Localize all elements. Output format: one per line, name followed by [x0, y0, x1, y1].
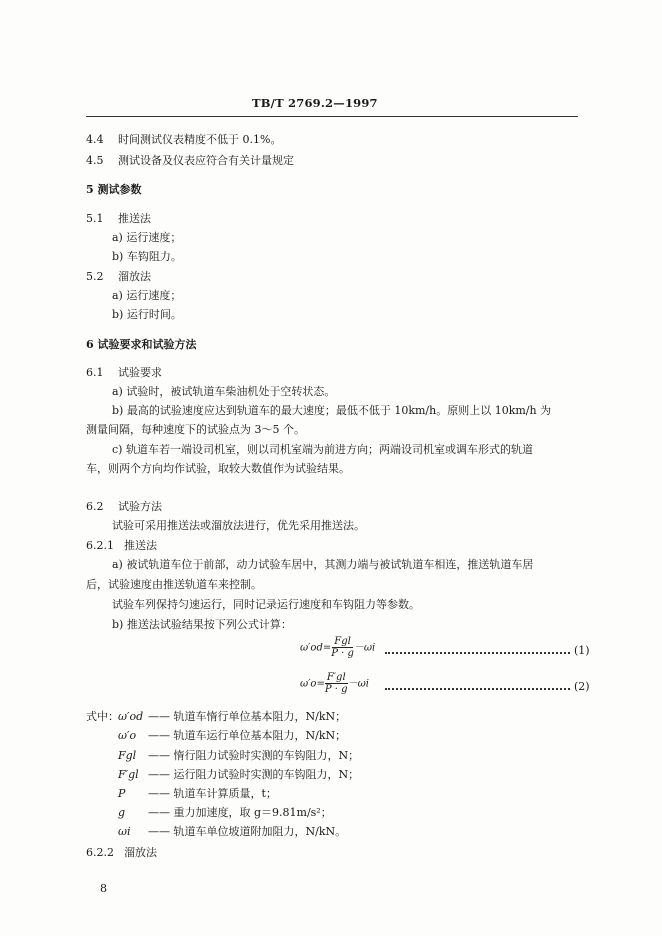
definition-text: —— 轨道车惰行单位基本阻力，N/kN； — [148, 710, 347, 723]
definition-row — [118, 823, 346, 839]
clause-4-5 — [86, 152, 294, 168]
leader-dots — [385, 688, 570, 690]
clause-6-2 — [86, 498, 162, 514]
definition-symbol: ωi — [118, 825, 131, 838]
clause-text: 试验要求 — [118, 366, 162, 379]
formula-tail: －ωi — [347, 678, 369, 690]
clause-number: 6.1 — [86, 366, 104, 379]
paragraph: 试验可采用推送法或溜放法进行，优先采用推送法。 — [112, 519, 365, 532]
section-5-heading: 5 测试参数 — [86, 183, 142, 196]
clause-4-4 — [86, 131, 281, 147]
definition-symbol: P — [118, 787, 126, 800]
definition-row — [118, 804, 332, 820]
definition-symbol: F′gl — [118, 768, 139, 781]
clause-number: 6.2 — [86, 500, 104, 513]
list-item: b) 车钩阻力。 — [112, 250, 182, 263]
list-item: a) 运行速度； — [112, 231, 182, 244]
clause-text: 试验方法 — [118, 500, 162, 513]
clause-6-2-2 — [86, 844, 157, 860]
numerator: Fgl — [334, 636, 351, 647]
definitions-intro: 式中： — [86, 710, 119, 723]
clause-number: 5.1 — [86, 212, 104, 225]
list-item-continued: 测量间隔，每种速度下的试验点为 3～5 个。 — [86, 423, 305, 436]
numerator: F′gl — [326, 672, 346, 683]
equation-number: (2) — [574, 680, 590, 693]
definition-row — [118, 747, 359, 763]
formula-tail: －ωi — [353, 642, 376, 654]
list-item: b) 推送法试验结果按下列公式计算： — [112, 618, 292, 631]
clause-text: 时间测试仪表精度不低于 0.1%。 — [118, 133, 282, 146]
definition-row — [118, 766, 359, 782]
formula-2 — [300, 672, 369, 695]
clause-number: 6.2.2 — [86, 846, 114, 859]
clause-text: 溜放法 — [124, 846, 157, 859]
list-item-continued: 车，则两个方向均作试验，取较大数值作为试验结果。 — [86, 462, 350, 475]
formula-lhs: ω′od= — [300, 642, 332, 654]
clause-number: 4.5 — [86, 154, 104, 167]
formula-lhs: ω′o= — [300, 678, 325, 690]
list-item: a) 运行速度； — [112, 289, 182, 302]
definition-text: —— 惰行阻力试验时实测的车钩阻力，N； — [148, 749, 360, 762]
clause-text: 推送法 — [118, 212, 151, 225]
clause-6-2-1 — [86, 537, 157, 553]
clause-number: 4.4 — [86, 133, 104, 146]
definition-symbol: ω′od — [118, 710, 144, 723]
leader-dots — [385, 652, 570, 654]
clause-6-1 — [86, 364, 162, 380]
definition-row — [118, 708, 346, 724]
list-item: c) 轨道车若一端设司机室，则以司机室端为前进方向；两端设司机室或调车形式的轨道 — [112, 443, 533, 456]
section-6-heading: 6 试验要求和试验方法 — [86, 338, 197, 351]
definition-row — [118, 785, 277, 801]
paragraph: 试验车列保持匀速运行，同时记录运行速度和车钩阻力等参数。 — [112, 598, 420, 611]
list-item: b) 运行时间。 — [112, 308, 182, 321]
fraction — [331, 636, 354, 659]
denominator: P · g — [331, 648, 354, 659]
list-item: a) 被试轨道车位于前部，动力试验车居中，其测力端与被试轨道车相连，推送轨道车居 — [112, 558, 534, 571]
clause-text: 测试设备及仪表应符合有关计量规定 — [118, 154, 294, 167]
definition-text: —— 重力加速度，取 g＝9.81m/s²； — [148, 806, 332, 819]
fraction — [325, 672, 348, 695]
header-rule — [86, 116, 578, 117]
clause-number: 5.2 — [86, 270, 104, 283]
list-item: b) 最高的试验速度应达到轨道车的最大速度；最低不低于 10km/h。原则上以 10km/h 为 — [112, 404, 552, 417]
definition-symbol: g — [118, 806, 126, 819]
clause-5-2 — [86, 268, 151, 284]
equation-number: (1) — [574, 644, 590, 657]
list-item-continued: 后，试验速度由推送轨道车来控制。 — [86, 578, 262, 591]
definition-text: —— 轨道车运行单位基本阻力，N/kN； — [148, 729, 347, 742]
clause-number: 6.2.1 — [86, 539, 114, 552]
list-item: a) 试验时，被试轨道车柴油机处于空转状态。 — [112, 385, 336, 398]
clause-text: 推送法 — [124, 539, 157, 552]
definition-symbol: Fgl — [118, 749, 137, 762]
clause-5-1 — [86, 210, 151, 226]
definition-text: —— 轨道车单位坡道附加阻力，N/kN。 — [148, 825, 347, 838]
standard-header: TB/T 2769.2—1997 — [252, 96, 378, 110]
definition-text: —— 轨道车计算质量，t； — [148, 787, 277, 800]
page-number: 8 — [100, 882, 107, 895]
denominator: P · g — [324, 684, 348, 695]
definition-text: —— 运行阻力试验时实测的车钩阻力，N； — [148, 768, 360, 781]
definition-symbol: ω′o — [118, 729, 137, 742]
formula-1 — [300, 636, 375, 659]
definition-row — [118, 727, 346, 743]
clause-text: 溜放法 — [118, 270, 151, 283]
